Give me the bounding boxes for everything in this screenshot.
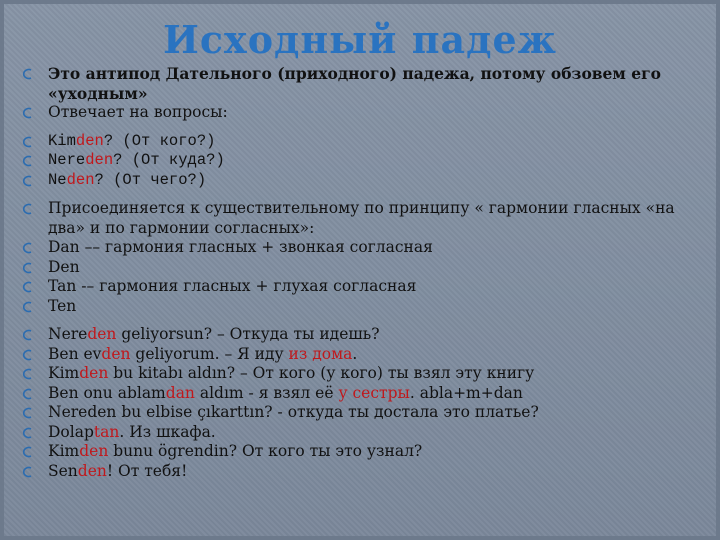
item-text: Sen xyxy=(48,461,78,480)
circle-bullet-icon xyxy=(22,107,36,119)
item-text: Отвечает на вопросы: xyxy=(48,103,228,121)
item-text: Ten xyxy=(48,296,77,315)
highlight-text: tan xyxy=(93,422,120,441)
item-text: Ben onu ablam xyxy=(48,383,166,402)
circle-bullet-icon xyxy=(22,446,36,458)
highlight-text: den xyxy=(77,461,107,480)
bullet-list xyxy=(22,325,702,481)
highlight-text: у сестры xyxy=(338,383,410,402)
slide-content xyxy=(22,64,702,481)
list-item xyxy=(22,297,702,317)
list-item xyxy=(22,132,702,152)
item-text: Tan -– гармония гласных + глухая согласная xyxy=(48,277,417,295)
item-text: geliyorsun? – Откуда ты идешь? xyxy=(116,325,380,343)
list-item xyxy=(22,64,702,103)
item-text: Ne xyxy=(48,170,67,189)
item-text: Nere xyxy=(48,325,88,343)
slide-title: Исходный падеж xyxy=(163,17,557,62)
item-text: ! От тебя! xyxy=(106,461,188,480)
highlight-text: den xyxy=(101,344,131,363)
circle-bullet-icon xyxy=(22,203,36,215)
circle-bullet-icon xyxy=(22,175,36,187)
list-item xyxy=(22,384,702,404)
circle-bullet-icon xyxy=(22,301,36,313)
circle-bullet-icon xyxy=(22,281,36,293)
list-item xyxy=(22,258,702,278)
item-text: geliyorum. – Я иду xyxy=(130,344,289,363)
list-item xyxy=(22,171,702,191)
item-text: . Из шкафа. xyxy=(119,422,216,441)
block-gap xyxy=(22,190,702,199)
item-text: Kim xyxy=(48,442,80,460)
item-text: bu kitabı aldın? – От кого (у кого) ты взял эту книгу xyxy=(108,364,535,382)
item-text: Присоединяется к существительному по принципу « гармонии гласных «на два» и по гармонии согласных»: xyxy=(48,199,675,237)
highlight-text: den xyxy=(85,151,114,169)
circle-bullet-icon xyxy=(22,68,36,80)
highlight-text: den xyxy=(87,325,117,343)
item-text: Dolap xyxy=(48,422,94,441)
highlight-text: den xyxy=(66,170,95,189)
list-item xyxy=(22,462,702,482)
item-text: ? (От куда?) xyxy=(113,151,225,169)
block-gap xyxy=(22,123,702,132)
highlight-text: den xyxy=(79,364,109,382)
bullet-list xyxy=(22,64,702,123)
circle-bullet-icon xyxy=(22,349,36,361)
list-item xyxy=(22,364,702,384)
list-item xyxy=(22,277,702,297)
list-item xyxy=(22,238,702,258)
item-text: Это антипод Дательного (приходного) падежа, потому обзовем его «уходным» xyxy=(48,64,661,103)
bullet-list xyxy=(22,199,702,316)
item-text: Nere xyxy=(48,151,86,169)
circle-bullet-icon xyxy=(22,427,36,439)
item-text: Ben ev xyxy=(48,344,102,363)
list-item xyxy=(22,442,702,462)
item-text: Kim xyxy=(48,131,76,150)
list-item xyxy=(22,345,702,365)
bullet-list xyxy=(22,132,702,191)
list-item xyxy=(22,199,702,238)
circle-bullet-icon xyxy=(22,242,36,254)
highlight-text: den xyxy=(75,131,104,150)
block-gap xyxy=(22,316,702,325)
circle-bullet-icon xyxy=(22,155,36,167)
list-item xyxy=(22,325,702,345)
item-text: Kim xyxy=(48,364,80,382)
highlight-text: из дома xyxy=(288,344,353,363)
item-text: . abla+m+dan xyxy=(409,383,523,402)
list-item xyxy=(22,103,702,123)
circle-bullet-icon xyxy=(22,262,36,274)
item-text: Nereden bu elbise çıkarttın? - откуда ты достала это платье? xyxy=(48,403,539,421)
list-item xyxy=(22,403,702,423)
list-item xyxy=(22,151,702,171)
item-text: ? (От чего?) xyxy=(94,170,207,189)
highlight-text: den xyxy=(79,442,109,460)
circle-bullet-icon xyxy=(22,368,36,380)
list-item xyxy=(22,423,702,443)
item-text: aldım - я взял её xyxy=(194,383,339,402)
item-text: Dan –– гармония гласных + звонкая согласная xyxy=(48,238,433,256)
highlight-text: dan xyxy=(165,383,195,402)
circle-bullet-icon xyxy=(22,329,36,341)
item-text: . xyxy=(352,344,358,363)
item-text: ? (От кого?) xyxy=(103,131,216,150)
circle-bullet-icon xyxy=(22,407,36,419)
circle-bullet-icon xyxy=(22,466,36,478)
item-text: bunu ögrendin? От кого ты это узнал? xyxy=(108,442,423,460)
item-text: Den xyxy=(48,257,80,276)
circle-bullet-icon xyxy=(22,388,36,400)
circle-bullet-icon xyxy=(22,136,36,148)
